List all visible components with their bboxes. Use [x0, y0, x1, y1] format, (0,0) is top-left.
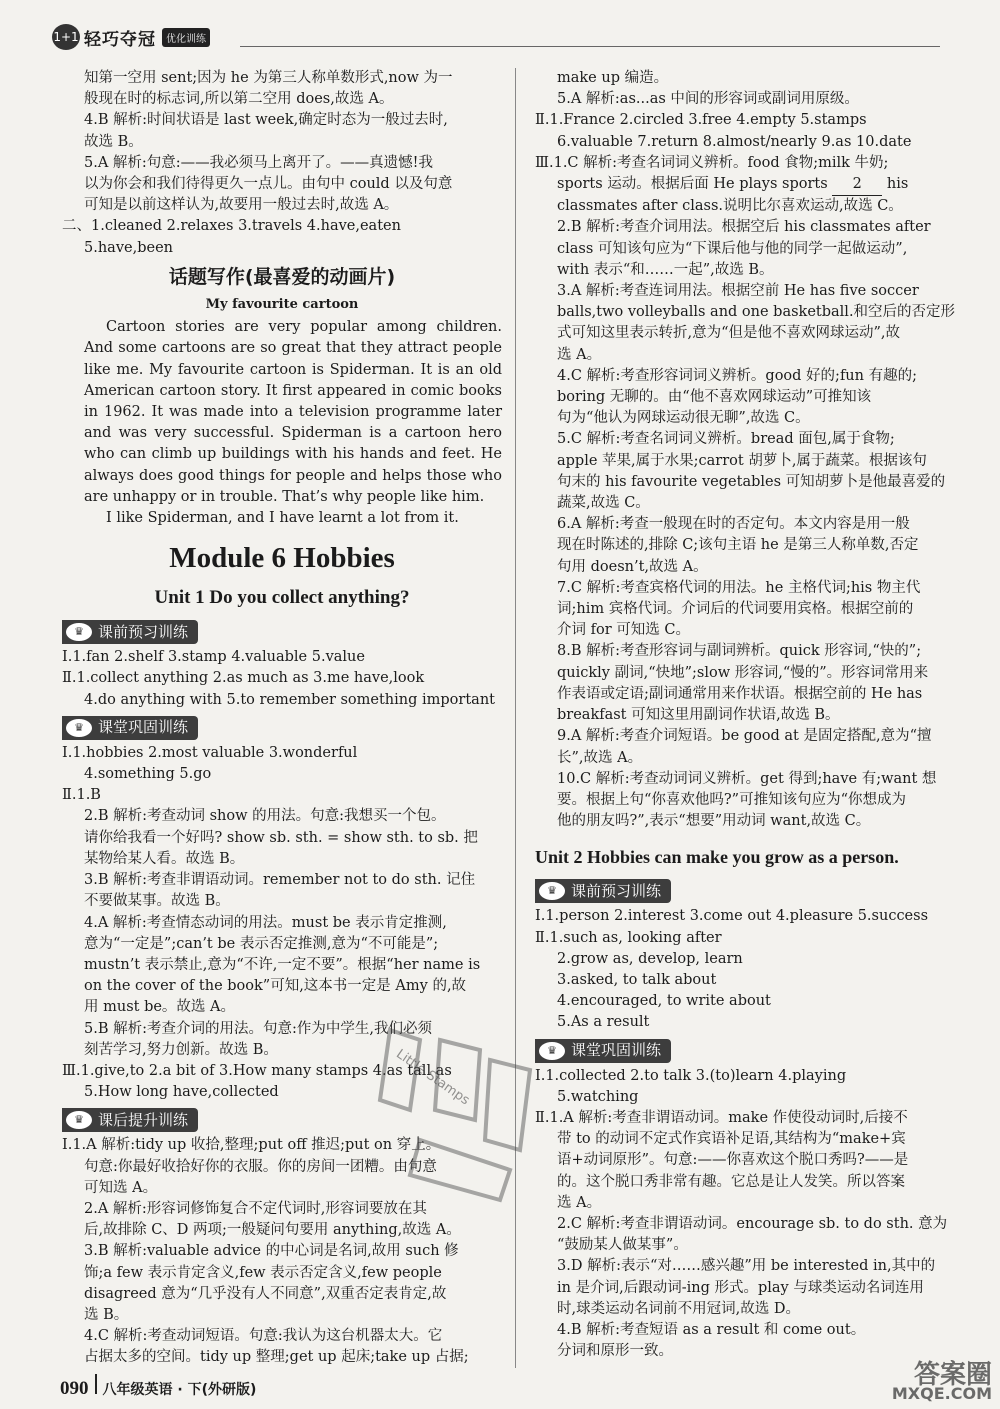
- brand-tag: 优化训练: [162, 28, 210, 47]
- stamp-text: Little Stamps: [393, 1046, 473, 1109]
- answer-line: 6.A 解析:考查一般现在时的否定句。本文内容是用一般: [557, 516, 910, 533]
- section-pre-class: [535, 879, 671, 903]
- answer-line: Ⅱ.1.A 解析:考查非谓语动词。make 作使役动词时,后接不: [535, 1109, 908, 1126]
- answer-line: 3.A 解析:考查连词用法。根据空前 He has five soccer: [557, 283, 919, 300]
- section-after-class: [62, 1108, 198, 1132]
- section-label: 课前预习训练: [571, 881, 662, 900]
- answer-line: 9.A 解析:考查介词短语。be good at 是固定搭配,意为“擅: [557, 728, 932, 745]
- answer-line: 时,球类运动名词前不用冠词,故选 D。: [557, 1300, 800, 1317]
- answer-line: 5.As a result: [557, 1014, 650, 1031]
- answer-line: 5.have,been: [84, 239, 173, 256]
- answer-line: class 可知该句应为“下课后他与他的同学一起做运动”,: [557, 240, 908, 257]
- answer-line: 3.B 解析:考查非谓语动词。remember not to do sth. 记住: [84, 872, 476, 889]
- unit2-title: Unit 2 Hobbies can make you grow as a person.: [535, 847, 899, 868]
- answer-line: 要。根据上句“你喜欢他吗?”可推知该句应为“你想成为: [557, 791, 907, 808]
- answer-line: 以为你会和我们待得更久一点儿。由句中 could 以及句意: [84, 176, 453, 193]
- answer-line: Ⅲ.1.C 解析:考查名词词义辨析。food 食物;milk 牛奶;: [535, 154, 889, 171]
- module-title: Module 6 Hobbies: [169, 542, 395, 575]
- logo-mark-icon: 1+1: [52, 24, 80, 50]
- answer-line: 5.B 解析:考查介词的用法。句意:作为中学生,我们必须: [84, 1020, 432, 1037]
- answer-line: 句意:你最好收拾好你的衣服。你的房间一团糟。由句意: [84, 1158, 437, 1175]
- answer-line: 5.A 解析:as...as 中间的形容词或副词用原级。: [557, 91, 859, 108]
- page-number: 090: [60, 1378, 89, 1399]
- answer-line: 5.C 解析:考查名词词义辨析。bread 面包,属于食物;: [557, 431, 895, 448]
- answer-line: 3.D 解析:表示“对……感兴趣”用 be interested in,其中的: [557, 1258, 936, 1275]
- section-label: 课前预习训练: [98, 622, 189, 641]
- answer-line: 选 A。: [557, 1194, 602, 1211]
- answer-line: 后,故排除 C、D 两项;一般疑问句要用 anything,故选 A。: [84, 1222, 461, 1239]
- column-divider: [515, 68, 516, 1368]
- answer-line: 句用 doesn’t,故选 A。: [557, 558, 708, 575]
- answer-line: 5.A 解析:句意:——我必须马上离开了。——真遗憾!我: [84, 154, 434, 171]
- answer-line: make up 编造。: [557, 70, 669, 86]
- answer-line: 刻苦学习,努力创新。故选 B。: [84, 1041, 278, 1058]
- brand-name: 轻巧夺冠: [84, 29, 156, 50]
- answer-line: balls,two volleyballs and one basketball.和空后的否定形: [557, 304, 956, 321]
- answer-text: his: [886, 176, 909, 193]
- answer-line: 句末的 his favourite vegetables 可知胡萝卜是他最喜爱的: [557, 473, 946, 490]
- answer-line: Ⅱ.1.such as, looking after: [535, 929, 722, 946]
- watermark-text: 答案圈: [913, 1360, 992, 1390]
- answer-line: 可知选 A。: [84, 1179, 158, 1196]
- crown-icon: ♛: [66, 623, 92, 641]
- answer-line: 4.A 解析:考查情态动词的用法。must be 表示肯定推测,: [84, 914, 447, 931]
- answer-line: 5.How long have,collected: [84, 1084, 279, 1101]
- left-column: [62, 68, 502, 1369]
- answer-line: Ⅰ.1.person 2.interest 3.come out 4.pleasure 5.success: [535, 908, 929, 925]
- answer-text: sports 运动。根据后面 He plays sports: [557, 176, 828, 193]
- section-in-class: [62, 716, 198, 740]
- header-rule: [240, 46, 940, 47]
- answer-line: 分词和原形一致。: [557, 1343, 673, 1360]
- answer-line: 4.something 5.go: [84, 766, 212, 783]
- answer-line: 二、1.cleaned 2.relaxes 3.travels 4.have,eaten: [62, 218, 401, 235]
- answer-line: 故选 B。: [84, 133, 143, 150]
- answer-line: 不要做某事。故选 B。: [84, 893, 230, 910]
- topic-writing-title: 话题写作(最喜爱的动画片): [168, 265, 396, 288]
- answer-line: 词;him 宾格代词。介词后的代词要用宾格。根据空前的: [557, 601, 914, 618]
- answer-line: 8.B 解析:考查形容词与副词辨析。quick 形容词,“快的”;: [557, 643, 922, 660]
- answer-line: 意为“一定是”;can’t be 表示否定推测,意为“不可能是”;: [84, 935, 439, 952]
- answer-line: 蔬菜,故选 C。: [557, 495, 650, 512]
- answer-line: 请你给我看一个好吗? show sb. sth. = show sth. to sb. 把: [84, 829, 478, 846]
- answer-line: 2.B 解析:考查介词用法。根据空后 his classmates after: [557, 219, 931, 236]
- answer-line: 2.C 解析:考查非谓语动词。encourage sb. to do sth. 意为: [557, 1215, 948, 1232]
- answer-line: 用 must be。故选 A。: [84, 999, 236, 1016]
- answer-line: 2.B 解析:考查动词 show 的用法。句意:我想买一个包。: [84, 808, 446, 825]
- answer-line: 选 A。: [557, 346, 602, 363]
- answer-line: [535, 174, 963, 196]
- answer-line: 6.valuable 7.return 8.almost/nearly 9.as 10.date: [557, 133, 912, 150]
- answer-line: 5.watching: [557, 1088, 639, 1105]
- answer-line: 知第一空用 sent;因为 he 为第三人称单数形式,now 为一: [84, 70, 453, 86]
- answer-line: 2.A 解析:形容词修饰复合不定代词时,形容词要放在其: [84, 1200, 427, 1217]
- section-label: 课堂巩固训练: [98, 718, 189, 737]
- answer-line: Ⅰ.1.A 解析:tidy up 收拾,整理;put off 推迟;put on 穿上。: [62, 1137, 441, 1154]
- answer-line: 作表语或定语;副词通常用来作状语。根据空前的 He has: [557, 685, 923, 702]
- answer-line: 3.asked, to talk about: [557, 971, 717, 988]
- answers-module5-tail: [62, 68, 502, 259]
- answer-line: 可知是以前这样认为,故要用一般过去时,故选 A。: [84, 197, 399, 214]
- essay-paragraph: I like Spiderman, and I have learnt a lot from it.: [106, 510, 459, 527]
- answer-line: Ⅱ.1.B: [62, 787, 101, 804]
- right-column: [535, 68, 963, 1362]
- answer-line: 般现在时的标志词,所以第二空用 does,故选 A。: [84, 91, 394, 108]
- answer-line: 的。这个脱口秀非常有趣。它总是让人发笑。所以答案: [557, 1173, 905, 1190]
- answer-line: with 表示“和……一起”,故选 B。: [557, 261, 774, 278]
- crown-icon: ♛: [66, 1111, 92, 1129]
- answer-line: 语+动词原形”。句意:——你喜欢这个脱口秀吗?——是: [557, 1152, 909, 1169]
- answer-line: 4.do anything with 5.to remember something important: [84, 691, 495, 708]
- answer-line: 3.B 解析:valuable advice 的中心词是名词,故用 such 修: [84, 1243, 459, 1260]
- brand-logo: [52, 24, 210, 50]
- section-label: 课后提升训练: [98, 1110, 189, 1129]
- answer-line: apple 苹果,属于水果;carrot 胡萝卜,属于蔬菜。根据该句: [557, 452, 927, 469]
- answer-line: Ⅱ.1.France 2.circled 3.free 4.empty 5.stamps: [535, 112, 867, 129]
- answer-line: 4.B 解析:考查短语 as a result 和 come out。: [557, 1321, 866, 1338]
- answer-line: in 是介词,后跟动词-ing 形式。play 与球类运动名词连用: [557, 1279, 924, 1296]
- page-header: [0, 0, 1000, 58]
- answer-line: Ⅰ.1.collected 2.to talk 3.(to)learn 4.playing: [535, 1067, 847, 1084]
- answer-line: 式可知这里表示转折,意为“但是他不喜欢网球运动”,故: [557, 325, 901, 342]
- answer-line: Ⅲ.1.give,to 2.a bit of 3.How many stamps 4.as tall as: [62, 1062, 452, 1079]
- footer-separator: [95, 1374, 97, 1394]
- answer-line: 长”,故选 A。: [557, 749, 643, 766]
- answer-line: 选 B。: [84, 1306, 129, 1323]
- answer-line: 4.C 解析:考查形容词词义辨析。good 好的;fun 有趣的;: [557, 367, 917, 384]
- answer-line: 饰;a few 表示肯定含义,few 表示否定含义,few people: [84, 1264, 442, 1281]
- answer-line: mustn’t 表示禁止,意为“不许,一定不要”。根据“her name is: [84, 956, 481, 973]
- blank-number: 2: [832, 174, 882, 196]
- answer-line: 10.C 解析:考查动词词义辨析。get 得到;have 有;want 想: [557, 770, 937, 787]
- answer-line: 占据太多的空间。tidy up 整理;get up 起床;take up 占据;: [84, 1349, 469, 1366]
- answer-line: Ⅰ.1.fan 2.shelf 3.stamp 4.valuable 5.value: [62, 649, 365, 666]
- answer-line: Ⅱ.1.collect anything 2.as much as 3.me have,look: [62, 670, 425, 687]
- answer-line: 2.grow as, develop, learn: [557, 950, 743, 967]
- unit1-title: Unit 1 Do you collect anything?: [154, 587, 410, 609]
- answer-line: 4.C 解析:考查动词短语。句意:我认为这台机器太大。它: [84, 1328, 443, 1345]
- answer-line: 4.encouraged, to write about: [557, 993, 771, 1010]
- answer-line: 7.C 解析:考查宾格代词的用法。he 主格代词;his 物主代: [557, 579, 921, 596]
- crown-icon: ♛: [539, 882, 565, 900]
- section-label: 课堂巩固训练: [571, 1040, 662, 1059]
- answer-line: 带 to 的动词不定式作宾语补足语,其结构为“make+宾: [557, 1131, 906, 1148]
- answer-line: quickly 副词,“快地”;slow 形容词,“慢的”。形容词常用来: [557, 664, 929, 681]
- answer-line: “鼓励某人做某事”。: [557, 1237, 688, 1254]
- page-footer: [60, 1374, 256, 1400]
- answer-line: classmates after class.说明比尔喜欢运动,故选 C。: [557, 198, 903, 215]
- watermark-url: MXQE.COM: [891, 1384, 992, 1403]
- section-in-class: [535, 1039, 671, 1063]
- answer-line: on the cover of the book”可知,这本书一定是 Amy 的,故: [84, 978, 467, 995]
- book-title: 八年级英语 · 下(外研版): [102, 1382, 257, 1398]
- essay-paragraph: Cartoon stories are very popular among children. And some cartoons are so great that they attract people like me. My favourite cartoon is Spiderman. It is an old American cartoon story. It first appeared in comic books in 1962. It was made into a television programme later and was very successful. Spiderman is a cartoon hero who can climb up buildings with his hands and feet. He always does good things for people and helps those who are unhappy or in trouble. That’s why people like him.: [84, 319, 502, 505]
- answer-line: Ⅰ.1.hobbies 2.most valuable 3.wonderful: [62, 744, 358, 761]
- section-pre-class: [62, 620, 198, 644]
- answer-line: 某物给某人看。故选 B。: [84, 850, 245, 867]
- answer-line: 句为“他认为网球运动很无聊”,故选 C。: [557, 410, 810, 427]
- answer-line: boring 无聊的。由“他不喜欢网球运动”可推知该: [557, 389, 872, 406]
- answer-line: 他的朋友吗?”,表示“想要”用动词 want,故选 C。: [557, 813, 871, 830]
- essay-title: My favourite cartoon: [205, 297, 359, 313]
- answer-line: breakfast 可知这里用副词作状语,故选 B。: [557, 707, 840, 724]
- answer-line: 现在时陈述的,排除 C;该句主语 he 是第三人称单数,否定: [557, 537, 919, 554]
- crown-icon: ♛: [539, 1042, 565, 1060]
- answer-line: disagreed 意为“几乎没有人不同意”,双重否定表肯定,故: [84, 1285, 447, 1302]
- answer-line: 4.B 解析:时间状语是 last week,确定时态为一般过去时,: [84, 112, 448, 129]
- watermark: [860, 1350, 1000, 1409]
- crown-icon: ♛: [66, 719, 92, 737]
- answer-line: 介词 for 可知选 C。: [557, 622, 690, 639]
